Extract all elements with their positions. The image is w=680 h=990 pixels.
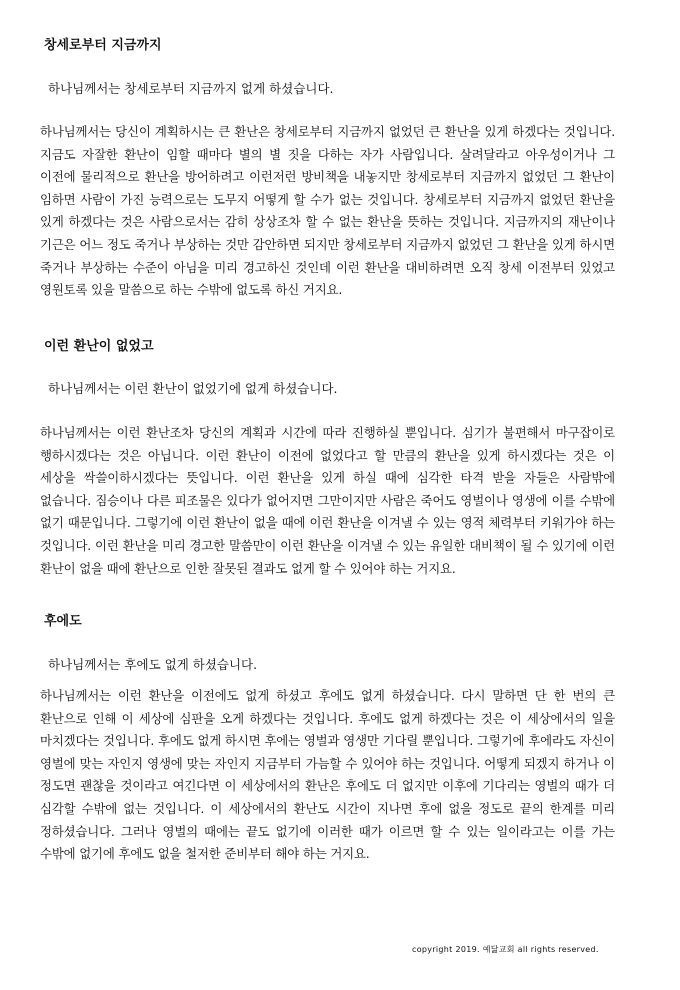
section-2-summary: 하나님께서는 이런 환난이 없었기에 없게 하셨습니다.	[48, 381, 338, 396]
copyright-footer: copyright 2019. 예닮교회 all rights reserved.	[412, 945, 599, 954]
section-3-heading: 후에도	[44, 614, 82, 629]
section-2-heading: 이런 환난이 없었고	[44, 339, 154, 354]
section-3-summary: 하나님께서는 후에도 없게 하셨습니다.	[48, 657, 258, 672]
section-3-body: 하나님께서는 이런 환난을 이전에도 없게 하셨고 후에도 없게 하셨습니다. 다시 말하면 단 한 번의 큰 환난으로 인해 이 세상에 심판을 오게 하겠다는 것입니다. 후에도 없게 하겠다는 것은 이 세상에서의 일을 마치겠다는 것입니다. 후에도 없게 하시면 후에는 영벌과 영생만 기다릴 뿐입니다. 그렇기에 후에라도 자신이 영벌에 맞는 자인지 영생에 맞는 자인지 지금부터 가늠할 수 있어야 하는 것입니다. 어떻게 되겠지 하거나 이 정도면 괜찮을 것이라고 여긴다면 이 세상에서의 환난은 후에도 더 없지만 이후에 기다리는 영벌의 때가 더 심각할 수밖에 없는 것입니다. 이 세상에서의 환난도 시간이 지나면 후에 없을 정도로 끝의 한계를 미리 정하셨습니다. 그러나 영벌의 때에는 끝도 없기에 이러한 때가 이르면 할 수 있는 일이라고는 이를 가는 수밖에 없기에 후에도 없을 철저한 준비부터 해야 하는 거지요.	[40, 688, 615, 862]
section-1-body: 하나님께서는 당신이 계획하시는 큰 환난은 창세로부터 지금까지 없었던 큰 환난을 있게 하겠다는 것입니다. 지금도 자잘한 환난이 임할 때마다 별의 별 짓을 다하는 자가 사람입니다. 살려달라고 아우성이거나 그 이전에 물리적으로 환난을 방어하려고 이런저런 방비책을 내놓지만 창세로부터 지금까지 없었던 그 환난이 임하면 사람이 가진 능력으로는 도무지 어떻게 할 수가 없는 것입니다. 창세로부터 지금까지 없었던 환난을 있게 하겠다는 것은 사람으로서는 감히 상상조차 할 수 없는 환난을 뜻하는 것입니다. 지금까지의 재난이나 기근은 어느 정도 죽거나 부상하는 것만 감안하면 되지만 창세로부터 지금까지 없었던 그 환난을 있게 하시면 죽거나 부상하는 수준이 아님을 미리 경고하신 것인데 이런 환난을 대비하려면 오직 창세 이전부터 있었고 영원토록 있을 말씀으로 하는 수밖에 없도록 하신 거지요.	[40, 124, 615, 298]
section-2-body: 하나님께서는 이런 환난조차 당신의 계획과 시간에 따라 진행하실 뿐입니다. 심기가 불편해서 마구잡이로 행하시겠다는 것은 아닙니다. 이런 환난이 이전에 없었다고 할 만큼의 환난을 있게 하시겠다는 것은 이 세상을 싹쓸이하시겠다는 뜻입니다. 이런 환난을 있게 하실 때에 심각한 타격 받을 자들은 사람밖에 없습니다. 짐승이나 다른 피조물은 있다가 없어지면 그만이지만 사람은 죽어도 영벌이나 영생에 이를 수밖에 없기 때문입니다. 그렇기에 이런 환난이 없을 때에 이런 환난을 이겨낼 수 있는 영적 체력부터 키워가야 하는 것입니다. 이런 환난을 미리 경고한 말씀만이 이런 환난을 이겨낼 수 있는 유일한 대비책이 될 수 있기에 이런 환난이 없을 때에 환난으로 인한 잘못된 결과도 없게 할 수 있어야 하는 거지요.	[40, 425, 615, 576]
section-1-summary: 하나님께서는 창세로부터 지금까지 없게 하셨습니다.	[48, 81, 334, 96]
section-1-heading: 창세로부터 지금까지	[44, 38, 162, 53]
